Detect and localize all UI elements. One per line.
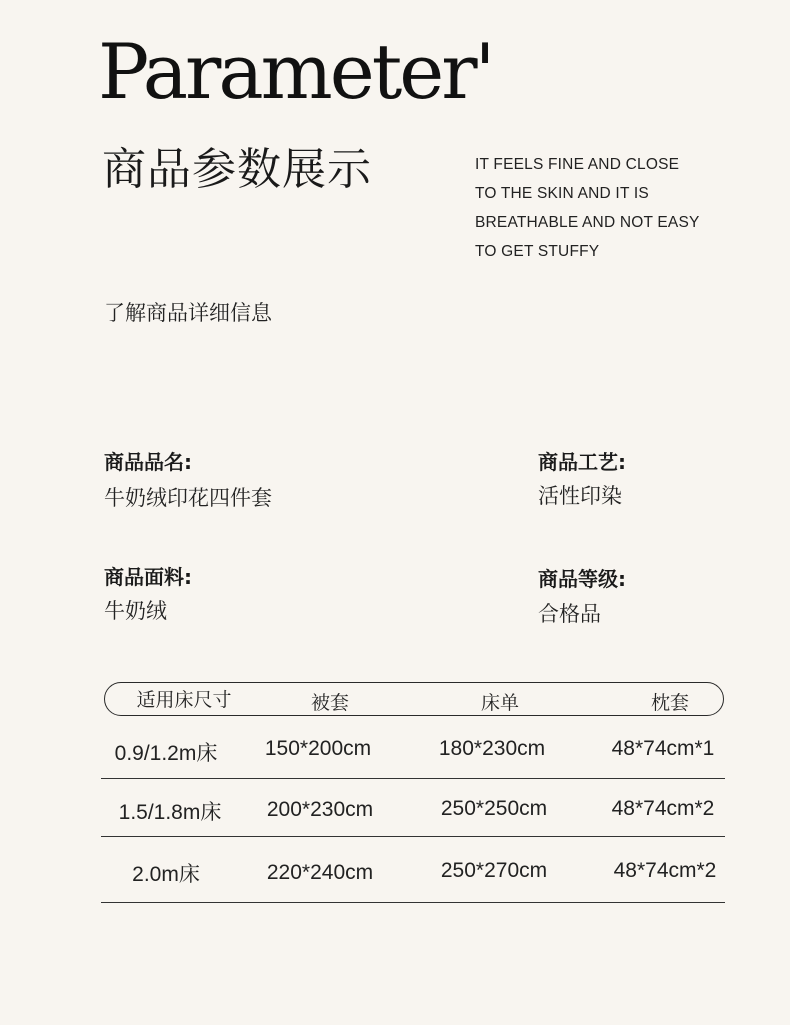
header-bed-sheet: 床单 bbox=[480, 692, 519, 714]
product-craft-label: 商品工艺: bbox=[538, 450, 626, 474]
english-title: Parameter' bbox=[98, 27, 493, 116]
header-duvet-cover: 被套 bbox=[310, 692, 349, 714]
slogan-line: TO THE SKIN AND IT IS bbox=[475, 185, 649, 202]
row-divider bbox=[101, 836, 725, 837]
header-bed-size: 适用床尺寸 bbox=[136, 689, 232, 711]
product-fabric-value: 牛奶绒 bbox=[104, 599, 167, 623]
slogan-line: TO GET STUFFY bbox=[475, 243, 600, 260]
slogan bbox=[475, 150, 700, 266]
row-divider bbox=[101, 902, 725, 903]
cell-duvet-cover: 220*240cm bbox=[266, 861, 374, 884]
slogan-line: BREATHABLE AND NOT EASY bbox=[475, 214, 700, 231]
cell-bed-sheet: 250*270cm bbox=[440, 859, 548, 882]
header-pillowcase: 枕套 bbox=[650, 692, 689, 714]
cell-bed-sheet: 250*250cm bbox=[440, 797, 548, 820]
product-grade-label: 商品等级: bbox=[538, 567, 626, 591]
product-fabric-label: 商品面料: bbox=[104, 565, 192, 589]
cell-bed-size: 1.5/1.8m床 bbox=[118, 801, 222, 824]
product-craft-value: 活性印染 bbox=[538, 484, 622, 508]
cell-duvet-cover: 200*230cm bbox=[266, 798, 374, 821]
size-table-header bbox=[104, 682, 724, 716]
cell-duvet-cover: 150*200cm bbox=[264, 737, 372, 760]
cell-bed-sheet: 180*230cm bbox=[438, 737, 546, 760]
page-title: 商品参数展示 bbox=[102, 144, 372, 195]
slogan-line: IT FEELS FINE AND CLOSE bbox=[475, 156, 680, 173]
cell-pillowcase: 48*74cm*1 bbox=[611, 737, 715, 760]
cell-pillowcase: 48*74cm*2 bbox=[611, 797, 715, 820]
product-grade-value: 合格品 bbox=[538, 602, 601, 626]
cell-bed-size: 2.0m床 bbox=[132, 863, 200, 886]
product-name-value: 牛奶绒印花四件套 bbox=[104, 486, 272, 510]
subtitle: 了解商品详细信息 bbox=[104, 301, 272, 325]
product-name-label: 商品品名: bbox=[104, 450, 192, 474]
row-divider bbox=[101, 778, 725, 779]
cell-bed-size: 0.9/1.2m床 bbox=[114, 742, 218, 765]
cell-pillowcase: 48*74cm*2 bbox=[613, 859, 717, 882]
